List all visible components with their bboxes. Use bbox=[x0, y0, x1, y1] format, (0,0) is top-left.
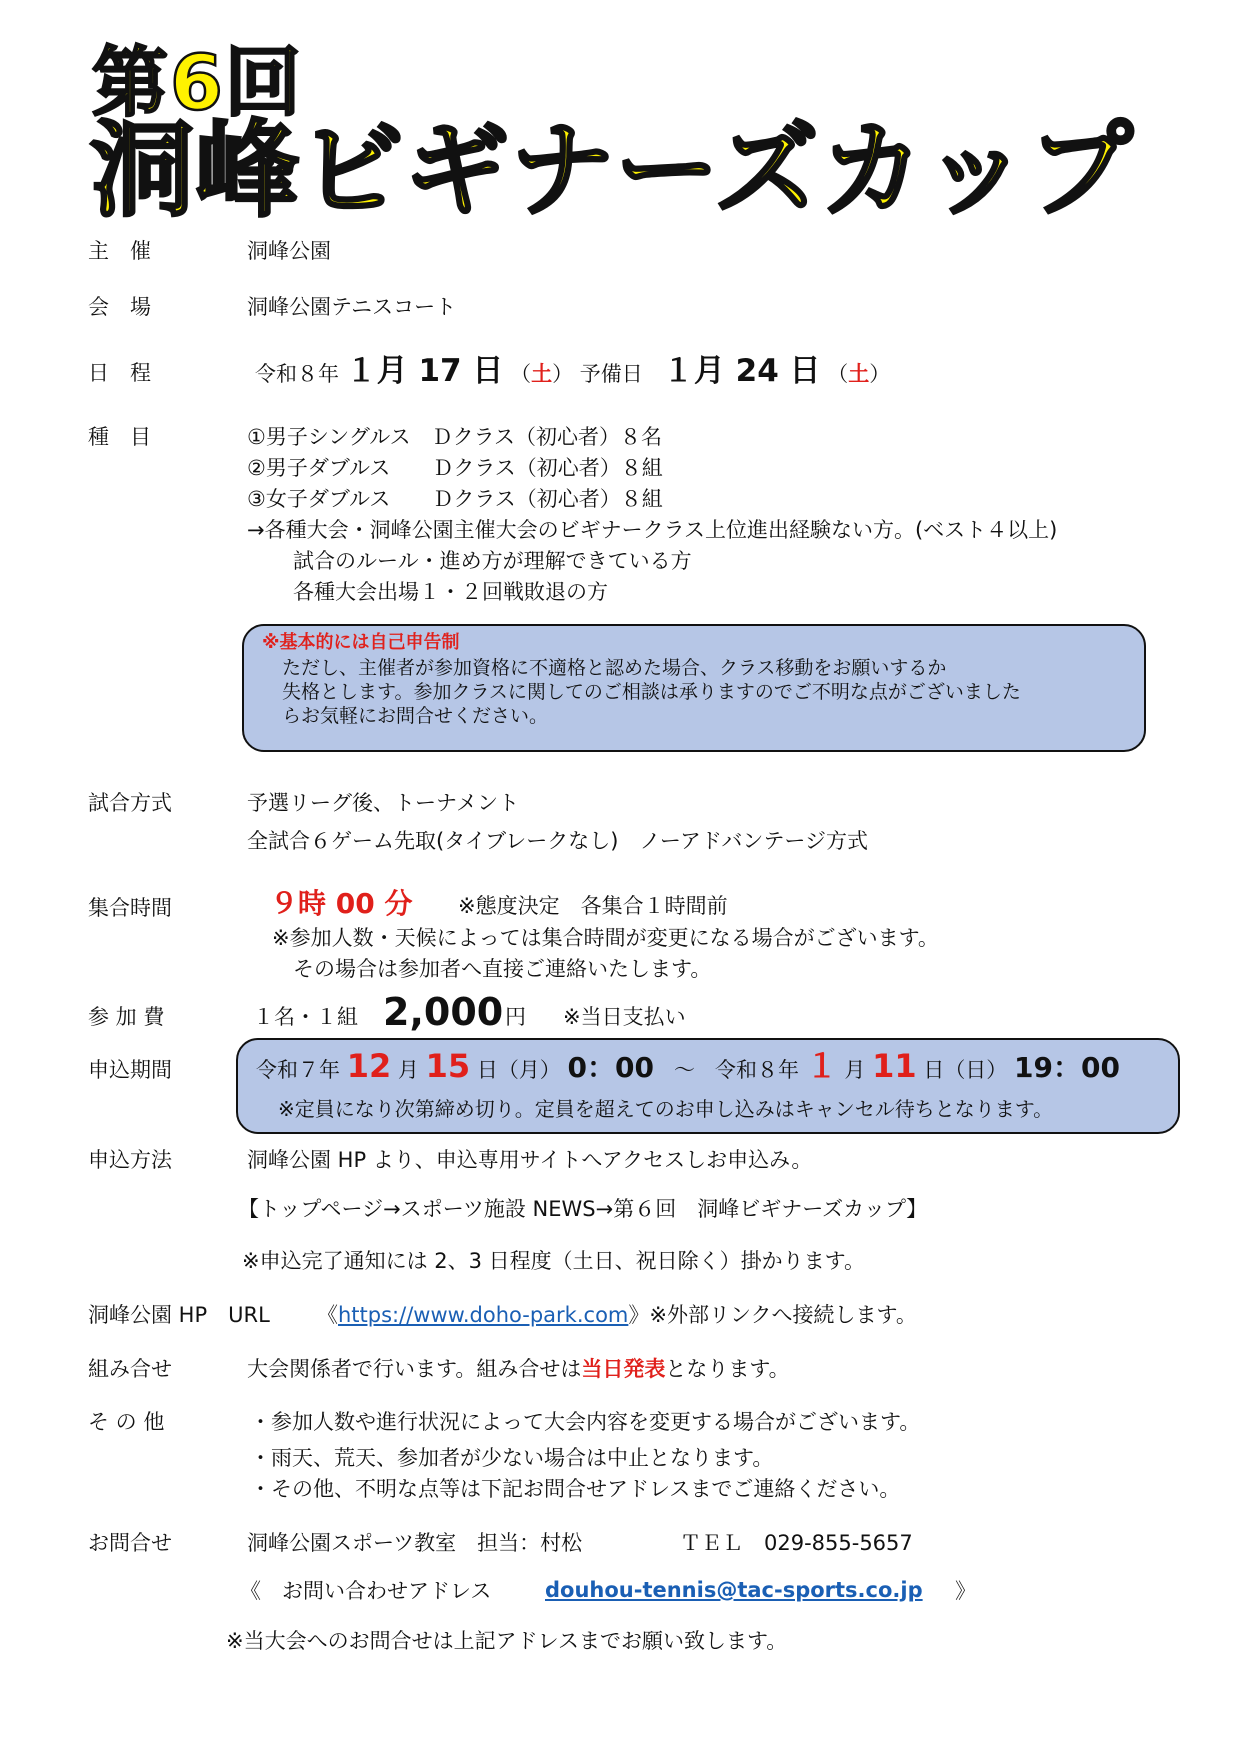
notice-line: らお気軽にお問合せください。 bbox=[282, 705, 549, 727]
other-label: そ の 他 bbox=[88, 1410, 165, 1434]
title-line2: 洞峰ビギナーズカップ bbox=[90, 109, 1134, 231]
title-line1: 第6回 bbox=[92, 38, 303, 127]
contact-tel: ＴＥＬ 029-855-5657 bbox=[680, 1531, 913, 1555]
format-line: 全試合６ゲーム先取(タイブレークなし) ノーアドバンテージ方式 bbox=[247, 829, 868, 853]
venue-value: 洞峰公園テニスコート bbox=[247, 295, 457, 319]
schedule-reserve-date: １月 24 日 bbox=[662, 353, 821, 389]
schedule-main-date: １月 17 日 bbox=[345, 353, 504, 389]
url-label: 洞峰公園 HP URL bbox=[88, 1303, 270, 1327]
period-row: 令和７年 12 月 15 日（月） 0：00 ～ 令和８年 １ 月 11 日（日） 19：00 bbox=[256, 1047, 1120, 1085]
schedule-label: 日 程 bbox=[88, 361, 151, 385]
draw-highlight: 当日発表 bbox=[581, 1357, 666, 1381]
event-item: ③女子ダブルス Ｄクラス（初心者）８組 bbox=[247, 487, 663, 511]
schedule-prefix: 令和８年 bbox=[255, 362, 339, 386]
event-item: ②男子ダブルス Ｄクラス（初心者）８組 bbox=[247, 456, 663, 480]
period-note: ※定員になり次第締め切り。定員を超えてのお申し込みはキャンセル待ちとなります。 bbox=[278, 1097, 1054, 1121]
method-line: ※申込完了通知には 2、3 日程度（土日、祝日除く）掛かります。 bbox=[242, 1249, 865, 1273]
meeting-note: ※態度決定 各集合１時間前 bbox=[458, 894, 728, 918]
contact-label: お問合せ bbox=[88, 1531, 172, 1555]
period-tilde: ～ bbox=[673, 1058, 695, 1082]
event-criteria: 各種大会出場１・２回戦敗退の方 bbox=[293, 580, 608, 604]
draw-row: 大会関係者で行います。組み合せは当日発表となります。 bbox=[247, 1357, 790, 1381]
period-start-time: 0：00 bbox=[567, 1051, 654, 1084]
url-note: 》※外部リンクへ接続します。 bbox=[628, 1303, 917, 1327]
other-line: ・参加人数や進行状況によって大会内容を変更する場合がございます。 bbox=[250, 1410, 921, 1434]
event-item: ①男子シングルス Ｄクラス（初心者）８名 bbox=[247, 425, 662, 449]
url-row: 《https://www.doho-park.com》※外部リンクへ接続します。 bbox=[317, 1303, 917, 1327]
period-end-month: １ bbox=[805, 1047, 838, 1085]
organizer-value: 洞峰公園 bbox=[247, 239, 331, 263]
contact-email-link[interactable]: douhou-tennis@tac-sports.co.jp bbox=[545, 1578, 923, 1602]
period-label: 申込期間 bbox=[88, 1058, 172, 1082]
schedule-row: 令和８年 １月 17 日 （土） 予備日 １月 24 日 （土） bbox=[255, 353, 891, 389]
period-end-day: 11 bbox=[872, 1047, 917, 1085]
method-line: 【トップページ→スポーツ施設 NEWS→第６回 洞峰ビギナーズカップ】 bbox=[238, 1197, 928, 1221]
period-start-dow: （月） bbox=[497, 1058, 561, 1082]
period-end-era: 令和８年 bbox=[715, 1058, 800, 1082]
contact-addr-label: 《 お問い合わせアドレス bbox=[240, 1579, 492, 1603]
notice-line: ただし、主催者が参加資格に不適格と認めた場合、クラス移動をお願いするか bbox=[282, 657, 947, 679]
format-label: 試合方式 bbox=[88, 791, 172, 815]
format-line: 予選リーグ後、トーナメント bbox=[247, 791, 520, 815]
fee-unit: １名・１組 bbox=[253, 1005, 358, 1029]
schedule-reserve-label: 予備日 bbox=[579, 362, 643, 386]
period-start-day: 15 bbox=[425, 1047, 471, 1085]
schedule-main-day-open: （ bbox=[510, 362, 532, 386]
organizer-label: 主 催 bbox=[88, 239, 151, 263]
meeting-label: 集合時間 bbox=[88, 896, 172, 920]
venue-label: 会 場 bbox=[88, 295, 151, 319]
event-criteria: 試合のルール・進め方が理解できている方 bbox=[293, 549, 692, 573]
homepage-link[interactable]: https://www.doho-park.com bbox=[338, 1303, 629, 1327]
period-end-time: 19：00 bbox=[1014, 1051, 1120, 1084]
fee-currency: 円 bbox=[505, 1005, 526, 1029]
contact-footer: ※当大会へのお問合せは上記アドレスまでお願い致します。 bbox=[226, 1629, 788, 1653]
fee-label: 参 加 費 bbox=[88, 1005, 165, 1029]
other-line: ・その他、不明な点等は下記お問合せアドレスまでご連絡ください。 bbox=[250, 1477, 901, 1501]
fee-amount: 2,000 bbox=[383, 990, 504, 1034]
meeting-time: ９時 00 分 bbox=[270, 887, 413, 920]
meeting-line: その場合は参加者へ直接ご連絡いたします。 bbox=[293, 957, 712, 981]
period-start-month: 12 bbox=[346, 1047, 392, 1085]
events-label: 種 目 bbox=[88, 425, 151, 449]
fee-note: ※当日支払い bbox=[563, 1005, 686, 1029]
contact-org: 洞峰公園スポーツ教室 担当：村松 bbox=[247, 1531, 583, 1555]
notice-heading: ※基本的には自己申告制 bbox=[262, 632, 460, 653]
schedule-main-day: 土 bbox=[531, 362, 553, 386]
period-end-dow: （日） bbox=[944, 1058, 1008, 1082]
event-criteria: →各種大会・洞峰公園主催大会のビギナークラス上位進出経験ない方。(ベスト４以上) bbox=[247, 518, 1058, 542]
other-line: ・雨天、荒天、参加者が少ない場合は中止となります。 bbox=[250, 1446, 774, 1470]
meeting-line: ※参加人数・天候によっては集合時間が変更になる場合がございます。 bbox=[272, 926, 939, 950]
notice-line: 失格とします。参加クラスに関してのご相談は承りますのでご不明な点がございました bbox=[282, 681, 1021, 703]
method-line: 洞峰公園 HP より、申込専用サイトへアクセスしお申込み。 bbox=[247, 1148, 813, 1172]
schedule-reserve-day: 土 bbox=[848, 362, 870, 386]
contact-addr-close: 》 bbox=[955, 1579, 976, 1603]
period-start-era: 令和７年 bbox=[256, 1058, 340, 1082]
method-label: 申込方法 bbox=[88, 1148, 172, 1172]
draw-label: 組み合せ bbox=[88, 1357, 172, 1381]
